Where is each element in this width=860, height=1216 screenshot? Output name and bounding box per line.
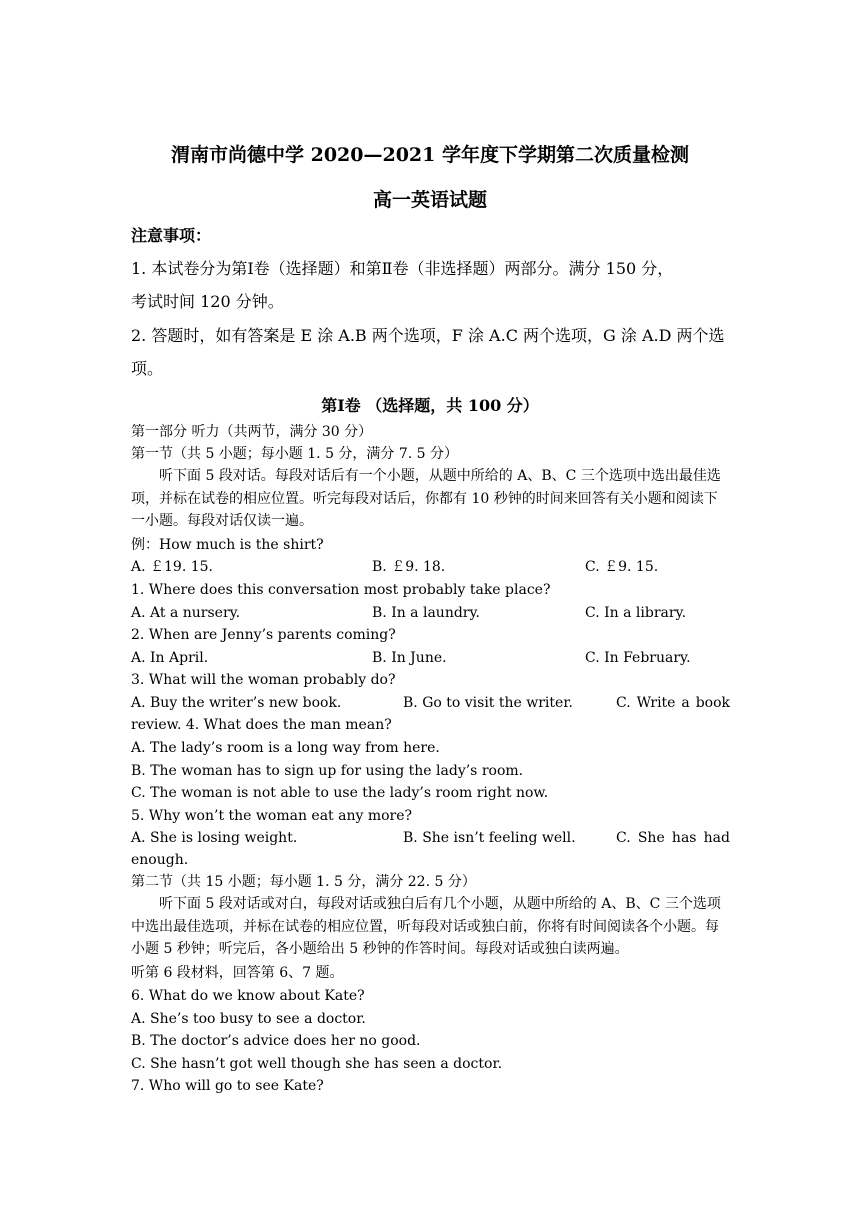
q1-option-c: C. In a library. <box>585 605 687 621</box>
question-1: 1. Where does this conversation most probably take place? <box>131 582 551 598</box>
q1-option-a: A. At a nursery. <box>131 605 241 621</box>
q2-option-c: C. In February. <box>585 650 691 666</box>
question-7: 7. Who will go to see Kate? <box>131 1078 324 1094</box>
q3-option-b: B. Go to visit the writer. <box>403 695 573 711</box>
q3-option-c <box>616 694 730 712</box>
q3-option-c-word: C. <box>616 695 631 711</box>
note-item-2-cont: 项。 <box>131 359 164 378</box>
q3-option-c-word: Write <box>636 695 676 711</box>
example-option-c: C. ￡9. 15. <box>585 559 659 575</box>
q6-option-c: C. She hasn’t got well though she has seen a doctor. <box>131 1056 503 1072</box>
q4-option-b: B. The woman has to sign up for using the lady’s room. <box>131 763 524 779</box>
section-1-instructions: 听下面 5 段对话。每段对话后有一个小题，从题中所给的 A、B、C 三个选项中选出最佳选项，并标在试卷的相应位置。听完每段对话后，你都有 10 秒钟的时间来回答有关小题和阅读下一小题。每段对话仅读一遍。 <box>131 468 721 529</box>
section-2-instructions: 听下面 5 段对话或对白，每段对话或独白后有几个小题，从题中所给的 A、B、C 三个选项中选出最佳选项，并标在试卷的相应位置，听每段对话或独白前，你将有时间阅读各个小题。每小题 5 秒钟；听完后，各小题给出 5 秒钟的作答时间。每段对话或独白读两遍。 <box>131 896 721 957</box>
q5-option-c-word: C. <box>616 830 631 846</box>
note-item-1-cont: 考试时间 120 分钟。 <box>131 292 284 311</box>
q1-option-b: B. In a laundry. <box>372 605 480 621</box>
exam-subtitle: 高一英语试题 <box>372 189 487 211</box>
question-3: 3. What will the woman probably do? <box>131 672 396 688</box>
q6-option-b: B. The doctor’s advice does her no good. <box>131 1033 421 1049</box>
q4-option-c: C. The woman is not able to use the lady’s room right now. <box>131 785 549 801</box>
part-1-heading: 第一部分 听力（共两节，满分 30 分） <box>131 424 373 440</box>
note-item-1: 1. 本试卷分为第Ⅰ卷（选择题）和第Ⅱ卷（非选择题）两部分。满分 150 分， <box>131 259 674 278</box>
note-item-2: 2. 答题时，如有答案是 E 涂 A.B 两个选项，F 涂 A.C 两个选项，G 涂 A.D 两个选 <box>131 326 725 345</box>
q5-wrap: enough. <box>131 852 189 868</box>
q2-option-b: B. In June. <box>372 650 447 666</box>
volume-heading: 第Ⅰ卷 （选择题，共 100 分） <box>321 396 539 415</box>
section-2-heading: 第二节（共 15 小题；每小题 1. 5 分，满分 22. 5 分） <box>131 874 476 890</box>
question-2: 2. When are Jenny’s parents coming? <box>131 627 396 643</box>
material-6-heading: 听第 6 段材料，回答第 6、7 题。 <box>131 965 344 981</box>
question-5: 5. Why won’t the woman eat any more? <box>131 808 413 824</box>
q6-option-a: A. She’s too busy to see a doctor. <box>131 1011 366 1027</box>
q3-wrap-and-question-4: review. 4. What does the man mean? <box>131 717 392 733</box>
exam-title: 渭南市尚德中学 2020—2021 学年度下学期第二次质量检测 <box>171 144 689 166</box>
q5-option-b: B. She isn’t feeling well. <box>403 830 576 846</box>
q4-option-a: A. The lady’s room is a long way from here. <box>131 740 440 756</box>
q5-option-c-word: has <box>671 830 697 846</box>
section-1-heading: 第一节（共 5 小题；每小题 1. 5 分，满分 7. 5 分） <box>131 446 459 462</box>
notes-heading: 注意事项： <box>131 226 212 245</box>
question-6: 6. What do we know about Kate? <box>131 988 365 1004</box>
example-option-b: B. ￡9. 18. <box>372 559 446 575</box>
example-option-a: A. ￡19. 15. <box>131 559 213 575</box>
q3-option-c-word: a <box>681 695 690 711</box>
example-question: 例：How much is the shirt? <box>131 537 324 553</box>
q5-option-c-word: She <box>637 830 665 846</box>
q5-option-c-word: had <box>703 830 730 846</box>
q3-option-a: A. Buy the writer’s new book. <box>131 695 342 711</box>
q5-option-a: A. She is losing weight. <box>131 830 298 846</box>
q2-option-a: A. In April. <box>131 650 209 666</box>
q5-option-c <box>616 829 730 847</box>
q3-option-c-word: book <box>695 695 730 711</box>
